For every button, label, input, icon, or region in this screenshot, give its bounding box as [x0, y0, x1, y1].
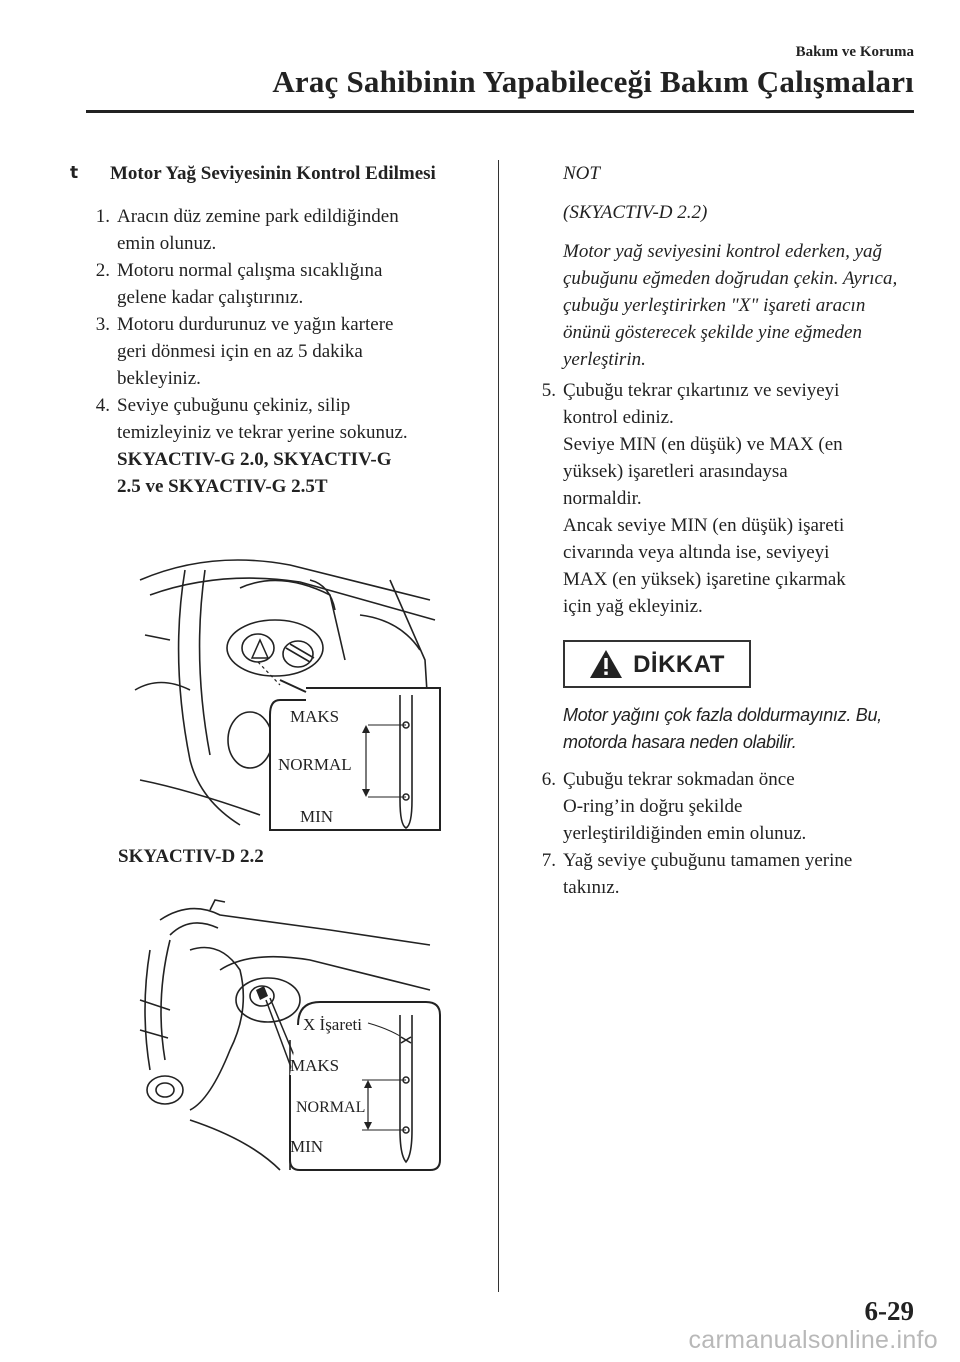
step-number: 5. [541, 380, 556, 401]
step-number: 4. [95, 395, 110, 416]
header-chapter-title: Araç Sahibinin Yapabileceği Bakım Çalışmaları [272, 64, 914, 99]
caution-line: Bu, motorda hasara neden olabilir. [563, 705, 882, 752]
page-number: 6-29 [864, 1296, 914, 1326]
step-line: O-ring’in doğru şekilde [563, 796, 743, 817]
fig1-normal-label: NORMAL [278, 755, 352, 774]
note-engine: (SKYACTIV-D 2.2) [563, 202, 708, 223]
step-line: civarında veya altında ise, seviyeyi [563, 542, 830, 563]
step-line: Seviye MIN (en düşük) ve MAX (en [563, 434, 843, 455]
fig1-maks-label: MAKS [290, 707, 340, 726]
step-line: Ancak seviye MIN (en düşük) işareti [563, 515, 845, 536]
step-item [70, 257, 480, 311]
step-line: Aracın düz zemine park edildiğinden [117, 206, 399, 227]
step-line: gelene kadar çalıştırınız. [117, 287, 304, 308]
step-number: 7. [541, 850, 556, 871]
note-line: "X" işareti aracın önünü gösterecek [563, 295, 866, 343]
step-line: Çubuğu tekrar çıkartınız ve seviyeyi [563, 380, 840, 401]
caution-text-block [516, 702, 916, 756]
step-line: için yağ ekleyiniz. [563, 596, 703, 617]
step-line: Yağ seviye çubuğunu tamamen yerine [563, 850, 853, 871]
step-number: 3. [95, 314, 110, 335]
steps-list-right [516, 377, 916, 620]
step-number: 1. [95, 206, 110, 227]
fig1-min-label: MIN [300, 807, 334, 826]
note-title: NOT [563, 163, 600, 184]
fig2-min-label: MIN [290, 1137, 324, 1156]
step-line: temizleyiniz ve tekrar yerine sokunuz. [117, 422, 408, 443]
caution-label: DİKKAT [633, 650, 725, 678]
warning-triangle-icon [589, 649, 623, 679]
step-line: Çubuğu tekrar sokmadan önce [563, 769, 795, 790]
step-line: Seviye çubuğunu çekiniz, silip [117, 395, 351, 416]
section-title-line: Motor Yağ Seviyesinin Kontrol [110, 163, 361, 184]
step-number: 6. [541, 769, 556, 790]
fig2-normal-label: NORMAL [296, 1099, 366, 1116]
step-line: normaldir. [563, 488, 642, 509]
section-title [70, 160, 480, 187]
step-line: yerleştirildiğinden emin olunuz. [563, 823, 807, 844]
step-line: emin olunuz. [117, 233, 217, 254]
section-title-line: Edilmesi [365, 163, 436, 184]
step-line: bekleyiniz. [117, 368, 201, 389]
step-line: yüksek) işaretleri arasındaysa [563, 461, 788, 482]
header-section: Bakım ve Koruma [795, 44, 914, 60]
dipstick-illustration-gasoline [130, 540, 450, 840]
note-line: çekin. Ayrıca, çubuğu yerleştirirken [563, 268, 898, 316]
section-bullet: t [70, 163, 79, 183]
step-item [70, 311, 480, 392]
engine-label: 2.5 ve SKYACTIV-G 2.5T [117, 476, 328, 497]
fig2-maks-label: MAKS [290, 1056, 340, 1075]
step-item [516, 377, 916, 620]
note-line: yağ çubuğunu eğmeden doğrudan [563, 241, 883, 289]
fig2-x-mark-label: X İşareti [303, 1015, 363, 1034]
note-line: şekilde yine eğmeden yerleştirin. [563, 322, 862, 370]
column-divider [498, 160, 499, 1292]
step-item [516, 766, 916, 847]
steps-list-right-2 [516, 766, 916, 901]
note-block [516, 160, 916, 373]
engine-label: SKYACTIV-G 2.0, SKYACTIV-G [117, 449, 392, 470]
step-item [516, 847, 916, 901]
step-line: Motoru normal çalışma sıcaklığına [117, 260, 383, 281]
left-column [70, 160, 480, 500]
caution-box [563, 640, 751, 688]
fig1-caption: SKYACTIV-D 2.2 [118, 846, 264, 867]
step-line: kontrol ediniz. [563, 407, 674, 428]
note-line: Motor yağ seviyesini kontrol ederken, [563, 241, 850, 262]
step-line: Motoru durdurunuz ve yağın kartere [117, 314, 394, 335]
caution-line: Motor yağını çok fazla doldurmayınız. [563, 705, 852, 725]
watermark: carmanualsonline.info [688, 1326, 938, 1354]
right-column [516, 160, 916, 901]
note-body [563, 238, 916, 373]
step-line: takınız. [563, 877, 620, 898]
step-line: MAX (en yüksek) işaretine çıkarmak [563, 569, 846, 590]
header-rule [86, 110, 914, 113]
dipstick-illustration-diesel [130, 890, 450, 1180]
step-item [70, 203, 480, 257]
step-item [70, 392, 480, 500]
step-number: 2. [95, 260, 110, 281]
step-line: geri dönmesi için en az 5 dakika [117, 341, 363, 362]
steps-list-left [70, 203, 480, 500]
